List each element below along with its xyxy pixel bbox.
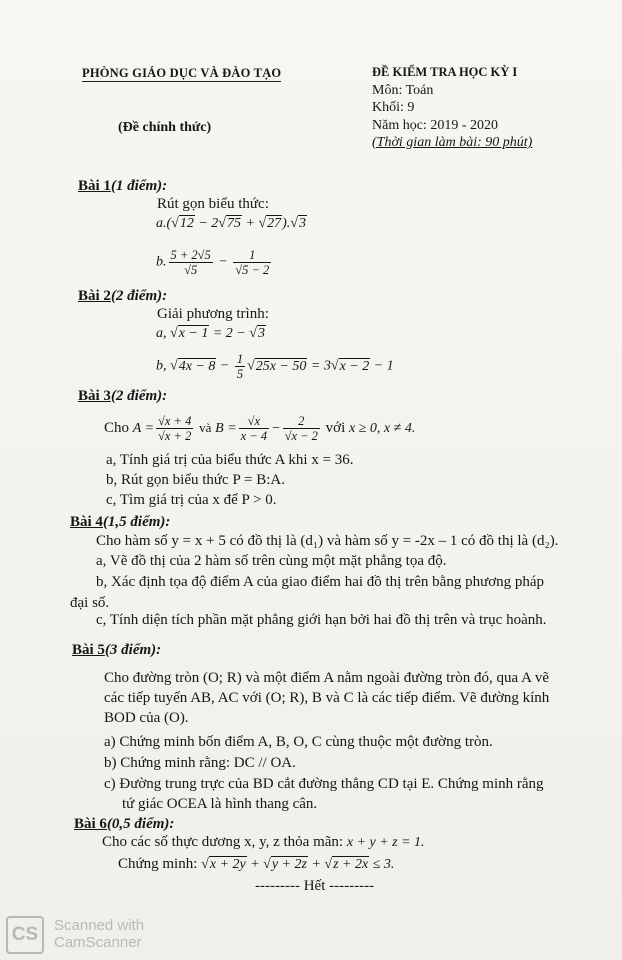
bai5-intro-2: các tiếp tuyến AB, AC với (O; R), B và C là các tiếp điểm. Vẽ đường kính [104, 690, 550, 706]
bai3-points: (2 điểm): [110, 388, 168, 404]
bai5-part-c: c) Đường trung trực của BD cắt đường thẳng CD tại E. Chứng minh rằng [104, 776, 544, 792]
bai4-part-a: a, Vẽ đồ thị của 2 hàm số trên cùng một mặt phẳng tọa độ. [96, 553, 447, 569]
bai2-equation-a: a, √x − 1 = 2 − √3 [156, 326, 265, 341]
department-title: PHÒNG GIÁO DỤC VÀ ĐÀO TẠO [82, 66, 282, 80]
bai4-title: Bài 4 [70, 514, 103, 530]
bai3-heading [78, 388, 167, 405]
bai2-heading [78, 288, 167, 305]
bai4-part-b: b, Xác định tọa độ điểm A của giao điểm hai đồ thị trên bằng phương pháp [96, 574, 545, 590]
subject: Môn: Toán [372, 82, 434, 98]
bai5-part-b: b) Chứng minh rằng: DC // OA. [104, 755, 296, 771]
bai1-expression-a: a.(√12 − 2√75 + √27).√3 [156, 216, 306, 231]
bai3-part-a: a, Tính giá trị của biểu thức A khi x = 36. [106, 452, 354, 468]
grade: Khối: 9 [372, 100, 415, 115]
bai2-points: (2 điểm): [110, 288, 168, 304]
bai5-intro-1: Cho đường tròn (O; R) và một điểm A nằm ngoài đường tròn đó, qua A vẽ [104, 670, 550, 686]
bai6-inequality: Chứng minh: √x + 2y + √y + 2z + √z + 2x ≤ 3. [118, 856, 395, 872]
bai6-title: Bài 6 [74, 816, 107, 832]
bai4-points: (1,5 điểm): [102, 514, 171, 530]
bai5-heading [72, 642, 161, 659]
exam-info [372, 64, 532, 152]
bai1-instruction: Rút gọn biểu thức: [157, 196, 269, 212]
bai1-points: (1 điểm): [110, 178, 168, 194]
bai2-instruction: Giải phương trình: [157, 306, 269, 322]
bai4-heading [70, 514, 170, 531]
camscanner-watermark [6, 916, 144, 954]
exam-title: ĐỀ KIỂM TRA HỌC KỲ I [372, 65, 518, 79]
bai4-intro: Cho hàm số y = x + 5 có đồ thị là (d₁) và hàm số y = -2x – 1 có đồ thị là (d₂). [96, 533, 559, 549]
bai1-expression-b: b. $\frac{5 + 2√5}{√5}$ − $\frac{1}{√5 - 2}$ [156, 248, 270, 277]
bai5-points: (3 điểm): [104, 642, 162, 658]
bai6-points: (0,5 điểm): [106, 816, 175, 832]
school-year: Năm học: 2019 - 2020 [372, 117, 498, 133]
bai2-equation-b: b, √4x − 8 − $\frac{1}{5}$ √25x − 50 = 3√x − 2 − 1 [156, 352, 394, 381]
bai5-intro-3: BOD của (O). [104, 710, 189, 726]
official-label: (Đề chính thức) [118, 120, 212, 135]
bai5-title: Bài 5 [72, 642, 105, 658]
bai5-part-c-cont: tứ giác OCEA là hình thang cân. [122, 796, 318, 812]
bai1-title: Bài 1 [78, 178, 111, 194]
bai2-title: Bài 2 [78, 288, 111, 304]
camscanner-logo-icon: CS [6, 916, 44, 954]
camscanner-text: Scanned with CamScanner [54, 917, 145, 951]
bai1-heading [78, 178, 167, 195]
bai3-part-c: c, Tìm giá trị của x để P > 0. [106, 492, 277, 508]
bai5-part-a: a) Chứng minh bốn điểm A, B, O, C cùng thuộc một đường tròn. [104, 734, 493, 750]
bai6-intro: Cho các số thực dương x, y, z thỏa mãn: x + y + z = 1. [102, 834, 425, 850]
bai6-heading [74, 816, 174, 833]
bai4-part-b-cont: đại số. [70, 595, 110, 611]
bai3-definition: Cho A = $\frac{√x + 4}{√x + 2}$ và B = $\frac{√x}{x - 4}$ − $\frac{2}{√x - 2}$ với x ≥ 0, x ≠ 4. [104, 414, 416, 443]
bai3-title: Bài 3 [78, 388, 111, 404]
bai4-part-c: c, Tính diện tích phần mặt phẳng giới hạn bởi hai đồ thị trên và trục hoành. [96, 612, 547, 628]
end-marker: --------- Hết --------- [255, 878, 375, 894]
bai3-part-b: b, Rút gọn biểu thức P = B:A. [106, 472, 285, 488]
time-limit: (Thời gian làm bài: 90 phút) [372, 135, 533, 150]
